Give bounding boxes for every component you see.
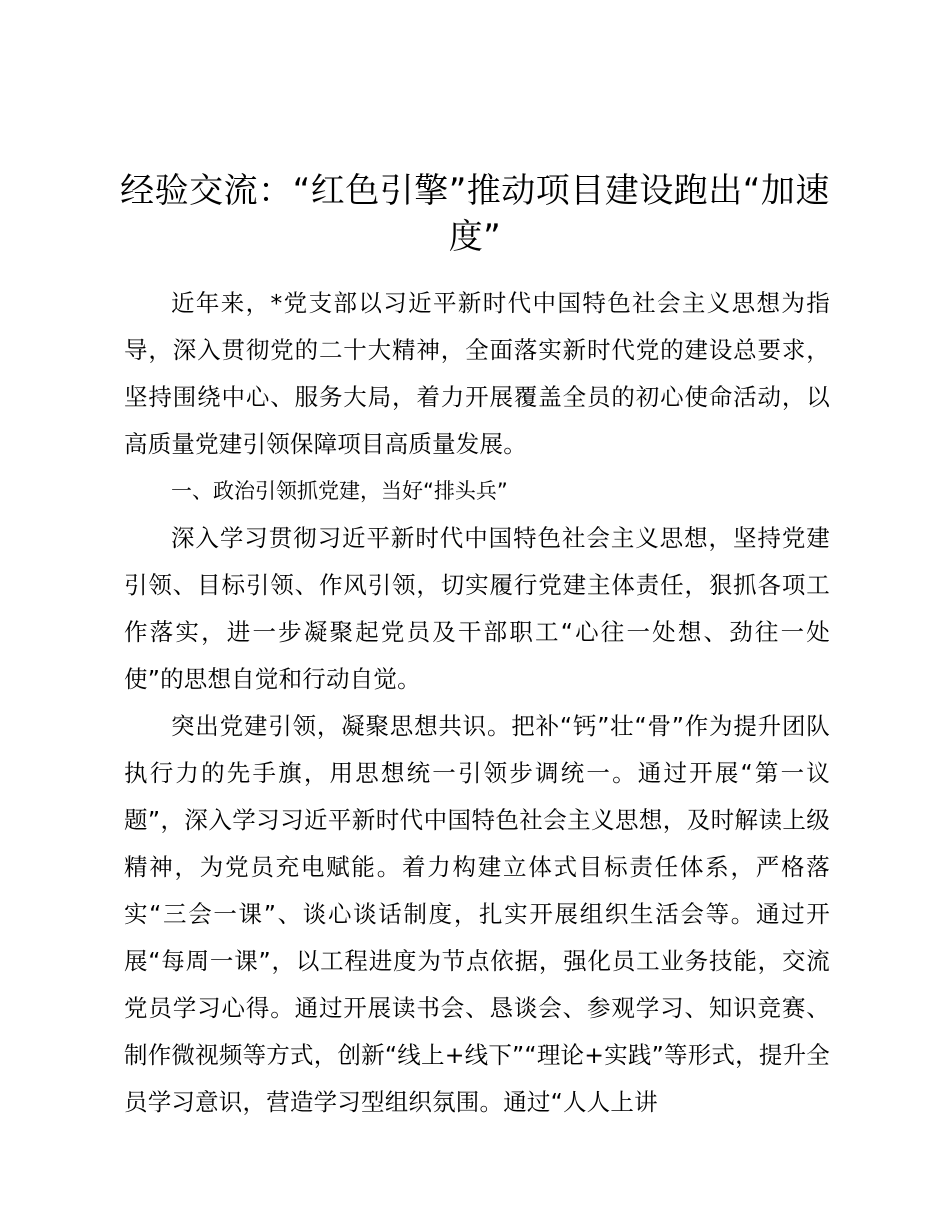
document-title: 经验交流：“红色引擎”推动项目建设跑出“加速度” <box>120 171 830 257</box>
paragraph-intro: 近年来，*党支部以习近平新时代中国特色社会主义思想为指导，深入贯彻党的二十大精神，全面落实新时代党的建设总要求，坚持围绕中心、服务大局，着力开展覆盖全员的初心使命活动，以高质量党建引领保障项目高质量发展。 <box>124 289 830 458</box>
section-heading: 一、政治引领抓党建，当好“排头兵” <box>171 479 508 503</box>
document-body <box>124 280 830 1126</box>
paragraph-party-building: 突出党建引领，凝聚思想共识。把补“钙”壮“骨”作为提升团队执行力的先手旗，用思想统一引领步调统一。通过开展“第一议题”，深入学习习近平新时代中国特色社会主义思想，及时解读上级精神，为党员充电赋能。着力构建立体式目标责任体系，严格落实“三会一课”、谈心谈话制度，扎实开展组织生活会等。通过开展“每周一课”，以工程进度为节点依据，强化员工业务技能，交流党员学习心得。通过开展读书会、恳谈会、参观学习、知识竞赛、制作微视频等方式，创新“线上+线下”“理论+实践”等形式，提升全员学习意识，营造学习型组织氛围。通过“人人上讲 <box>124 712 830 1116</box>
paragraph-political-leadership: 深入学习贯彻习近平新时代中国特色社会主义思想，坚持党建引领、目标引领、作风引领，切实履行党建主体责任，狠抓各项工作落实，进一步凝聚起党员及干部职工“心往一处想、劲往一处使”的思想自觉和行动自觉。 <box>124 524 830 693</box>
